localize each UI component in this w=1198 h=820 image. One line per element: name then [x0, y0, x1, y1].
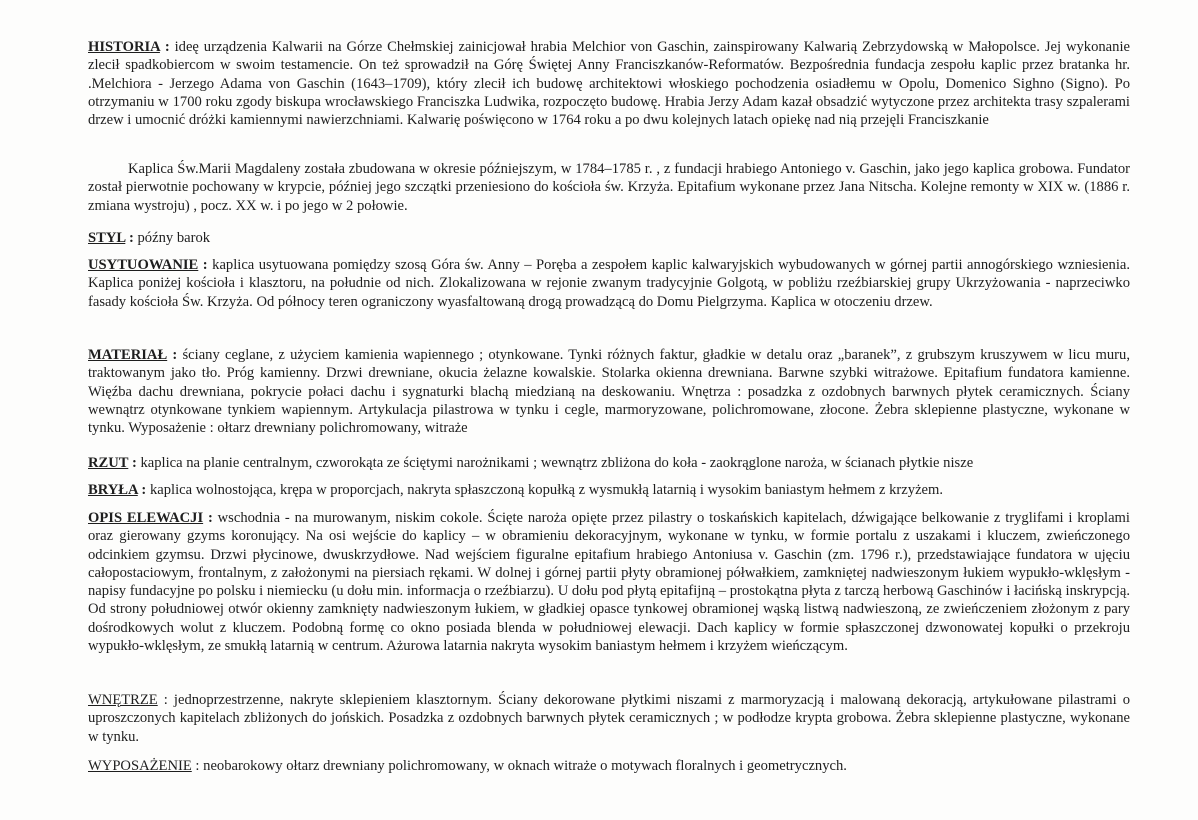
section-opis-elewacji	[88, 509, 1130, 655]
label-separator: :	[125, 230, 138, 246]
section-text: ściany ceglane, z użyciem kamienia wapiennego ; otynkowane. Tynki różnych faktur, gładkie w detalu oraz „baranek”, z grubszym kruszywem w licu muru, traktowanym jako tło. Próg kamienny. Drzwi drewniane, okucia żelazne kowalskie. Stolarka okienna drewniana. Barwne szybki witrażowe. Epitafium fundatora kamienne. Więźba dachu drewniana, pokrycie połaci dachu i sygnaturki blachą miedzianą na deskowaniu. Wnętrza : posadzka z ozdobnych barwnych płytek ceramicznych. Ściany wewnątrz otynkowane tynkiem wapiennym. Artykulacja pilastrowa w tynku i cegle, marmoryzowane, polichromowane, złocone. Żebra sklepienne plastyczne, wykonane w tynku. Wyposażenie : ołtarz drewniany polichromowany, witraże	[88, 347, 1130, 437]
section-historia	[88, 38, 1130, 129]
section-label: OPIS ELEWACJI	[88, 510, 204, 526]
section-text: kaplica na planie centralnym, czworokąta ze ściętymi narożnikami ; wewnątrz zbliżona do koła - zaokrąglone naroża, w ścianach płytkie nisze	[140, 455, 974, 471]
label-separator: :	[167, 347, 183, 363]
label-separator: :	[191, 758, 204, 774]
section-label: HISTORIA	[88, 39, 160, 55]
section-text: jednoprzestrzenne, nakryte sklepieniem klasztornym. Ściany dekorowane płytkimi niszami z marmoryzacją i malowaną dekoracją, artykułowane pilastrami o uproszczonych kapitelach zbliżonych do jońskich. Posadzka z ozdobnych barwnych płytek ceramicznych ; w podłodze krypta grobowa. Żebra sklepienne plastyczne, wykonane w tynku.	[88, 692, 1130, 745]
label-separator: :	[128, 455, 141, 471]
section-rzut	[88, 454, 1130, 472]
section-text: ideę urządzenia Kalwarii na Górze Chełmskiej zainicjował hrabia Melchior von Gaschin, zainspirowany Kalwarią Zebrzydowską w Małopolsce. Jej wykonanie zlecił spadkobiercom w swoim testamencie. On też sprowadził na Górę Świętej Anny Franciszkanów-Reformatów. Bezpośrednia fundacja zespołu kaplic przez bratanka hr. .Melchiora - Jerzego Adama von Gaschin (1643–1709), który zlecił ich budowę architektowi włoskiego pochodzenia osiadłemu w Opolu, Domenico Sighno (Signo). Po otrzymaniu w 1700 roku zgody biskupa wrocławskiego Franciszka Ludwika, rozpoczęto budowę. Hrabia Jerzy Adam kazał obsadzić wytyczone przez architekta trasy szpalerami drzew i umocnić dróżki kamiennymi nawierzchniami. Kalwarię poświęcono w 1764 roku a po dwu kolejnych latach opiekę nad nią przejęli Franciszkanie	[88, 39, 1130, 129]
label-separator: :	[159, 39, 175, 55]
section-bryla	[88, 481, 1130, 499]
section-label: STYL	[88, 230, 126, 246]
section-wnetrze	[88, 691, 1130, 746]
section-usytuowanie	[88, 256, 1130, 311]
section-text: późny barok	[137, 230, 211, 246]
label-separator: :	[203, 510, 218, 526]
section-label: BRYŁA	[88, 482, 138, 498]
section-material	[88, 346, 1130, 437]
section-wyposazenie	[88, 757, 1130, 775]
section-text: Kaplica Św.Marii Magdaleny została zbudowana w okresie późniejszym, w 1784–1785 r. , z fundacji hrabiego Antoniego v. Gaschin, jako jego kaplica grobowa. Fundator został pierwotnie pochowany w krypcie, później jego szczątki przeniesiono do kościoła św. Krzyża. Epitafium wykonane przez Jana Nitscha. Kolejne remonty w XIX w. (1886 r. zmiana wystroju) , pocz. XX w. i po jego w 2 połowie.	[88, 161, 1130, 214]
section-label: MATERIAŁ	[88, 347, 168, 363]
section-label: WNĘTRZE	[88, 692, 158, 708]
label-separator: :	[157, 692, 174, 708]
section-text: kaplica usytuowana pomiędzy szosą Góra św. Anny – Poręba a zespołem kaplic kalwaryjskich wybudowanych w górnej partii annogórskiego wzniesienia. Kaplica poniżej kościoła i klasztoru, na południe od nich. Zlokalizowana w rejonie zwanym tradycyjnie Golgotą, w pobliżu rzeźbiarskiej grupy Ukrzyżowania - naprzeciwko fasady kościoła Św. Krzyża. Od północy teren ograniczony wyasfaltowaną drogą prowadzącą do Domu Pielgrzyma. Kaplica w otoczeniu drzew.	[88, 257, 1130, 310]
section-text: wschodnia - na murowanym, niskim cokole. Ścięte naroża opięte przez pilastry o toskańskich kapitelach, dźwigające belkowanie z tryglifami i kroplami oraz gierowany gzyms koronujący. Na osi wejście do kaplicy – w obramieniu dekoracyjnym, wykonane w tynku, w formie portalu z uszakami i kluczem, zwieńczonego odcinkiem gzymsu. Drzwi płycinowe, dwuskrzydłowe. Nad wejściem figuralne epitafium hrabiego Antoniusa v. Gaschin (zm. 1796 r.), przedstawiające fundatora w ujęciu całopostaciowym, frontalnym, z założonymi na piersiach rękami. W dolnej i górnej partii płyty obramionej półwałkiem, zamkniętej nadwieszonym łukiem wypukło-wklęsłym - napisy fundacyjne po polsku i niemiecku (u dołu min. informacja o rzeźbiarzu). U dołu pod płytą epitafijną – prostokątna płyta z tarczą herbową Gaschinów i łacińską inskrypcją. Od strony południowej otwór okienny zamknięty nadwieszonym łukiem, w gładkiej opasce tynkowej obramionej wąską listwą nadwieszoną, ze zwieńczeniem złożonym z pary dośrodkowych wolut z kluczem. Podobną formę co okno posiada blenda w południowej elewacji. Dach kaplicy w formie spłaszczonej dzwonowatej kopułki o przekroju wypukło-wklęsłym, ze smukłą latarnią w centrum. Ażurowa latarnia nakryta wysokim baniastym hełmem i krzyżem wieńczącym.	[88, 510, 1130, 655]
label-separator: :	[137, 482, 150, 498]
label-separator: :	[198, 257, 213, 273]
section-historia-continued	[88, 160, 1130, 215]
section-text: neobarokowy ołtarz drewniany polichromowany, w oknach witraże o motywach floralnych i geometrycznych.	[203, 758, 847, 774]
section-text: kaplica wolnostojąca, krępa w proporcjach, nakryta spłaszczoną kopułką z wysmukłą latarnią i wysokim baniastym hełmem z krzyżem.	[149, 482, 944, 498]
section-label: RZUT	[88, 455, 129, 471]
section-styl	[88, 229, 1130, 247]
section-label: WYPOSAŻENIE	[88, 758, 192, 774]
section-label: USYTUOWANIE	[88, 257, 199, 273]
